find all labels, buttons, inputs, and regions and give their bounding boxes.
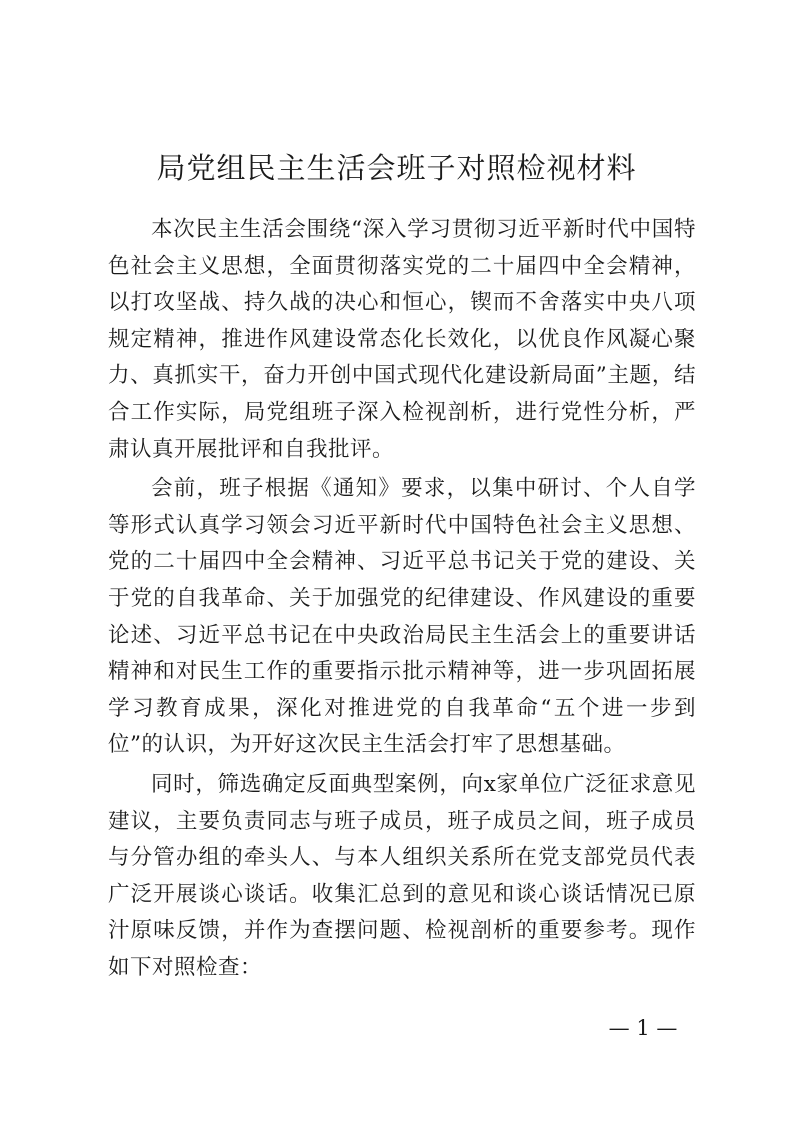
- paragraph-2: 会前，班子根据《通知》要求，以集中研讨、个人自学等形式认真学习领会习近平新时代中国特色社会主义思想、党的二十届四中全会精神、习近平总书记关于党的建设、关于党的自我革命、关于加强党的纪律建设、作风建设的重要论述、习近平总书记在中央政治局民主生活会上的重要讲话精神和对民生工作的重要指示批示精神等，进一步巩固拓展学习教育成果，深化对推进党的自我革命“五个进一步到位”的认识，为开好这次民主生活会打牢了思想基础。: [108, 476, 696, 758]
- document-body: [108, 212, 696, 989]
- paragraph-1: 本次民主生活会围绕“深入学习贯彻习近平新时代中国特色社会主义思想，全面贯彻落实党的二十届四中全会精神，以打攻坚战、持久战的决心和恒心，锲而不舍落实中央八项规定精神，推进作风建设常态化长效化，以优良作风凝心聚力、真抓实干，奋力开创中国式现代化建设新局面”主题，结合工作实际，局党组班子深入检视剖析，进行党性分析，严肃认真开展批评和自我批评。: [108, 217, 696, 462]
- page-number: — 1 —: [608, 1016, 678, 1040]
- paragraph-3: 同时，筛选确定反面典型案例，向x家单位广泛征求意见建议，主要负责同志与班子成员，班子成员之间，班子成员与分管办组的牵头人、与本人组织关系所在党支部党员代表广泛开展谈心谈话。收集汇总到的意见和谈心谈话情况已原汁原味反馈，并作为查摆问题、检视剖析的重要参考。现作如下对照检查：: [108, 771, 696, 980]
- document-title: 局党组民主生活会班子对照检视材料: [156, 151, 637, 185]
